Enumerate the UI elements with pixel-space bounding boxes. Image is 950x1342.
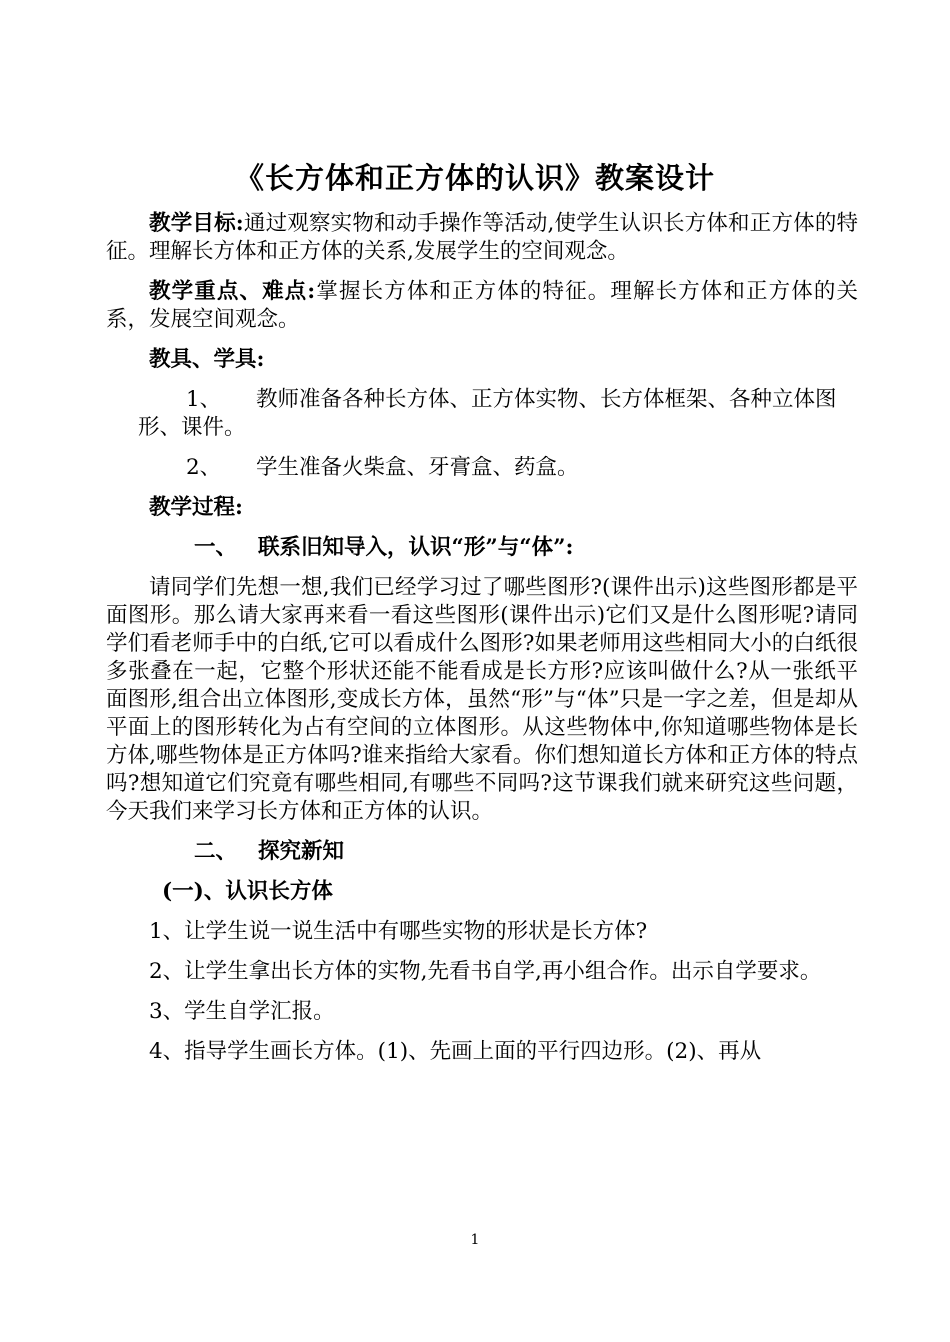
step-1: 1、让学生说一说生活中有哪些实物的形状是长方体? <box>149 919 648 944</box>
objectives-label: 教学目标: <box>149 211 244 236</box>
key-points-text: 掌握长方体和正方体的特征。理解长方体和正方体的关系，发展空间观念。 <box>106 279 858 332</box>
tools-item-1-number: 1、 <box>186 387 222 412</box>
section-2-title: 探究新知 <box>258 839 345 864</box>
tools-item-2-number: 2、 <box>186 455 222 480</box>
tools-item-2 <box>138 454 858 482</box>
objectives-text: 通过观察实物和动手操作等活动,使学生认识长方体和正方体的特征。理解长方体和正方体的关系,发展学生的空间观念。 <box>106 211 859 264</box>
subsection-cuboid: (一)、认识长方体 <box>162 879 333 904</box>
section-2-heading <box>106 838 858 866</box>
process-heading: 教学过程: <box>149 495 243 520</box>
section-1-title: 联系旧知导入，认识“形”与“体”: <box>258 535 574 560</box>
tools-item-2-text: 学生准备火柴盒、牙膏盒、药盒。 <box>256 455 579 480</box>
section-1-text: 请同学们先想一想,我们已经学习过了哪些图形?(课件出示)这些图形都是平面图形。那么请大家再来看一看这些图形(课件出示)它们又是什么图形呢?请同学们看老师手中的白纸,它可以看成什么图形?如果老师用这些相同大小的白纸很多张叠在一起，它整个形状还能不能看成是长方形?应该叫做什么?从一张纸平面图形,组合出立体图形,变成长方体，虽然“形”与“体”只是一字之差，但是却从平面上的图形转化为占有空间的立体图形。从这些物体中,你知道哪些物体是长方体,哪些物体是正方体吗?谁来指给大家看。你们想知道长方体和正方体的特点吗?想知道它们究竟有哪些相同,有哪些不同吗?这节课我们就来研究这些问题，今天我们来学习长方体和正方体的认识。 <box>106 575 858 824</box>
key-points-label: 教学重点、难点: <box>149 279 316 304</box>
section-1-heading <box>106 534 858 562</box>
section-1-number: 一、 <box>194 535 238 560</box>
tools-heading: 教具、学具: <box>149 347 265 372</box>
tools-item-1 <box>138 386 858 442</box>
step-2: 2、让学生拿出长方体的实物,先看书自学,再小组合作。出示自学要求。 <box>149 959 822 984</box>
page-number: 1 <box>470 1232 480 1248</box>
document-title: 《长方体和正方体的认识》教案设计 <box>234 161 715 195</box>
tools-item-1-text: 教师准备各种长方体、正方体实物、长方体框架、各种立体图形、课件。 <box>138 387 837 440</box>
teaching-objectives <box>106 210 858 266</box>
step-3: 3、学生自学汇报。 <box>149 999 335 1024</box>
step-4: 4、指导学生画长方体。(1)、先画上面的平行四边形。(2)、再从 <box>149 1039 762 1064</box>
document-body <box>106 210 858 1078</box>
key-points <box>106 278 858 334</box>
section-2-number: 二、 <box>194 839 238 864</box>
